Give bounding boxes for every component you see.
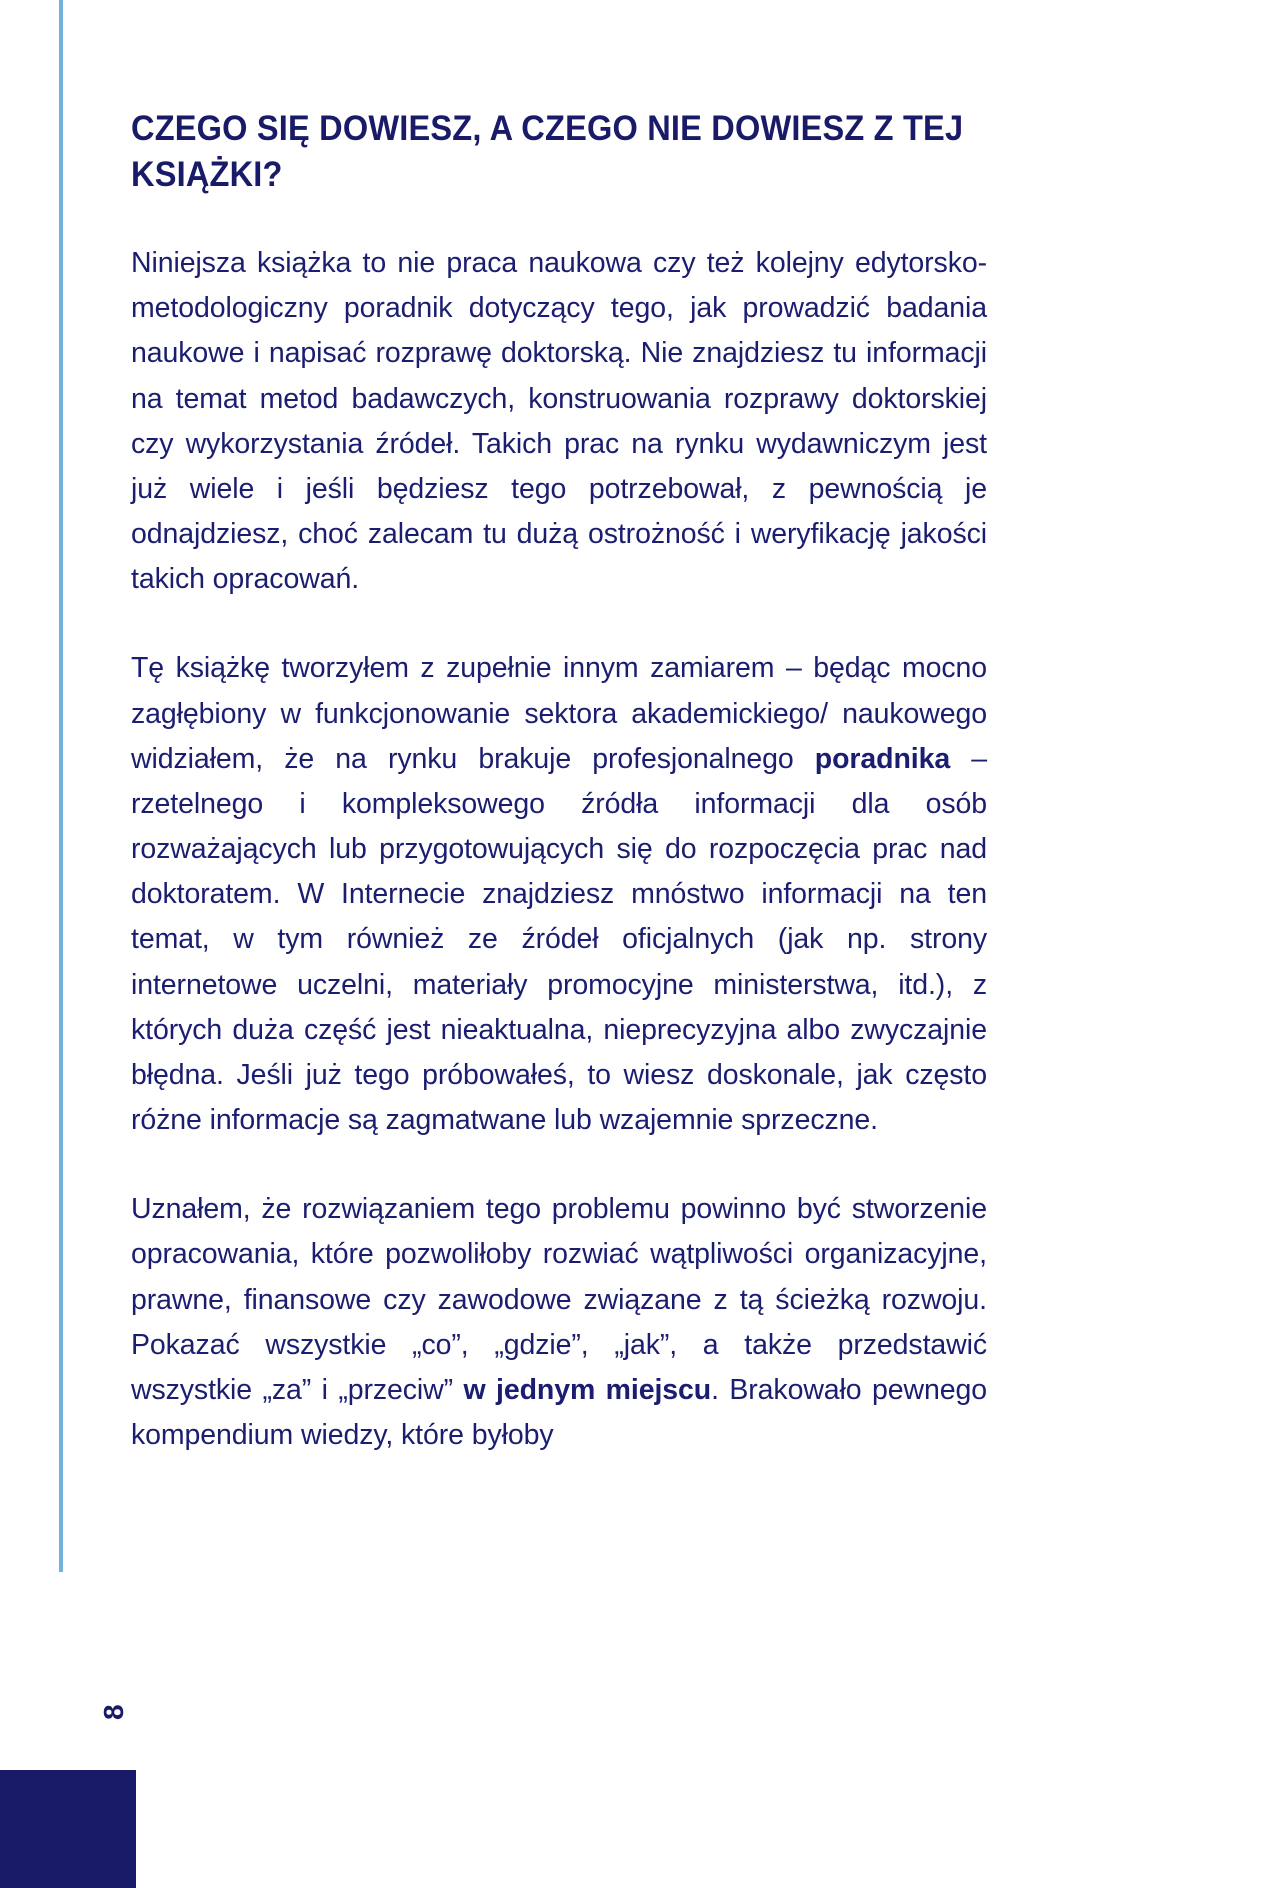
- page-corner-block: [0, 1770, 136, 1888]
- page-number-value: 8: [98, 1704, 129, 1720]
- paragraph-3-text-b: . Brakowało pewnego kompendium wiedzy, które byłoby: [131, 1373, 987, 1452]
- paragraph-1: Niniejsza książka to nie praca naukowa czy też kolejny edytorsko-metodologiczny poradnik dotyczący tego, jak prowadzić badania naukowe i napisać rozprawę doktorską. Nie znajdziesz tu informacji na temat metod badawczych, konstruowania rozprawy doktorskiej czy wykorzystania źródeł. Takich prac na rynku wydawniczym jest już wiele i jeśli będziesz tego potrzebował, z pewnością je odnajdziesz, choć zalecam tu dużą ostrożność i weryfikację jakości takich opracowań.: [131, 247, 987, 596]
- page-marker-label: STRONA: [99, 1552, 128, 1689]
- paragraph-2: [131, 646, 987, 1143]
- page-content: [131, 0, 987, 1458]
- paragraph-2-text-b: – rzetelnego i kompleksowego źródła informacji dla osób rozważających lub przygotowujących się do rozpoczęcia prac nad doktoratem. W Internecie znajdziesz mnóstwo informacji na ten temat, w tym również ze źródeł oficjalnych (jak np. strony internetowe uczelni, materiały promocyjne ministerstwa, itd.), z których duża część jest nieaktualna, nieprecyzyjna albo zwyczajnie błędna. Jeśli już tego próbowałeś, to wiesz doskonale, jak często różne informacje są zagmatwane lub wzajemnie sprzeczne.: [131, 742, 988, 1137]
- paragraph-3-text-a: Uznałem, że rozwiązaniem tego problemu powinno być stworzenie opracowania, które pozwoliłoby rozwiać wątpliwości organizacyjne, prawne, finansowe czy zawodowe związane z tą ścieżką rozwoju. Pokazać wszystkie „co”, „gdzie”, „jak”, a także przedstawić wszystkie „za” i „przeciw”: [131, 1193, 987, 1406]
- left-margin-accent-rule: [59, 0, 63, 1572]
- paragraph-2-emphasis: poradnika: [814, 742, 951, 775]
- body-text: [131, 241, 987, 1458]
- paragraph-3-emphasis: w jednym miejscu: [463, 1373, 712, 1406]
- paragraph-3: [131, 1187, 987, 1458]
- page-title: CZEGO SIĘ DOWIESZ, A CZEGO NIE DOWIESZ Z TEJ KSIĄŻKI?: [131, 109, 964, 194]
- paragraph-2-text-a: Tę książkę tworzyłem z zupełnie innym zamiarem – będąc mocno zagłębiony w funkcjonowanie sektora akademickiego/ naukowego widziałem, że na rynku brakuje profesjonalnego: [131, 652, 987, 775]
